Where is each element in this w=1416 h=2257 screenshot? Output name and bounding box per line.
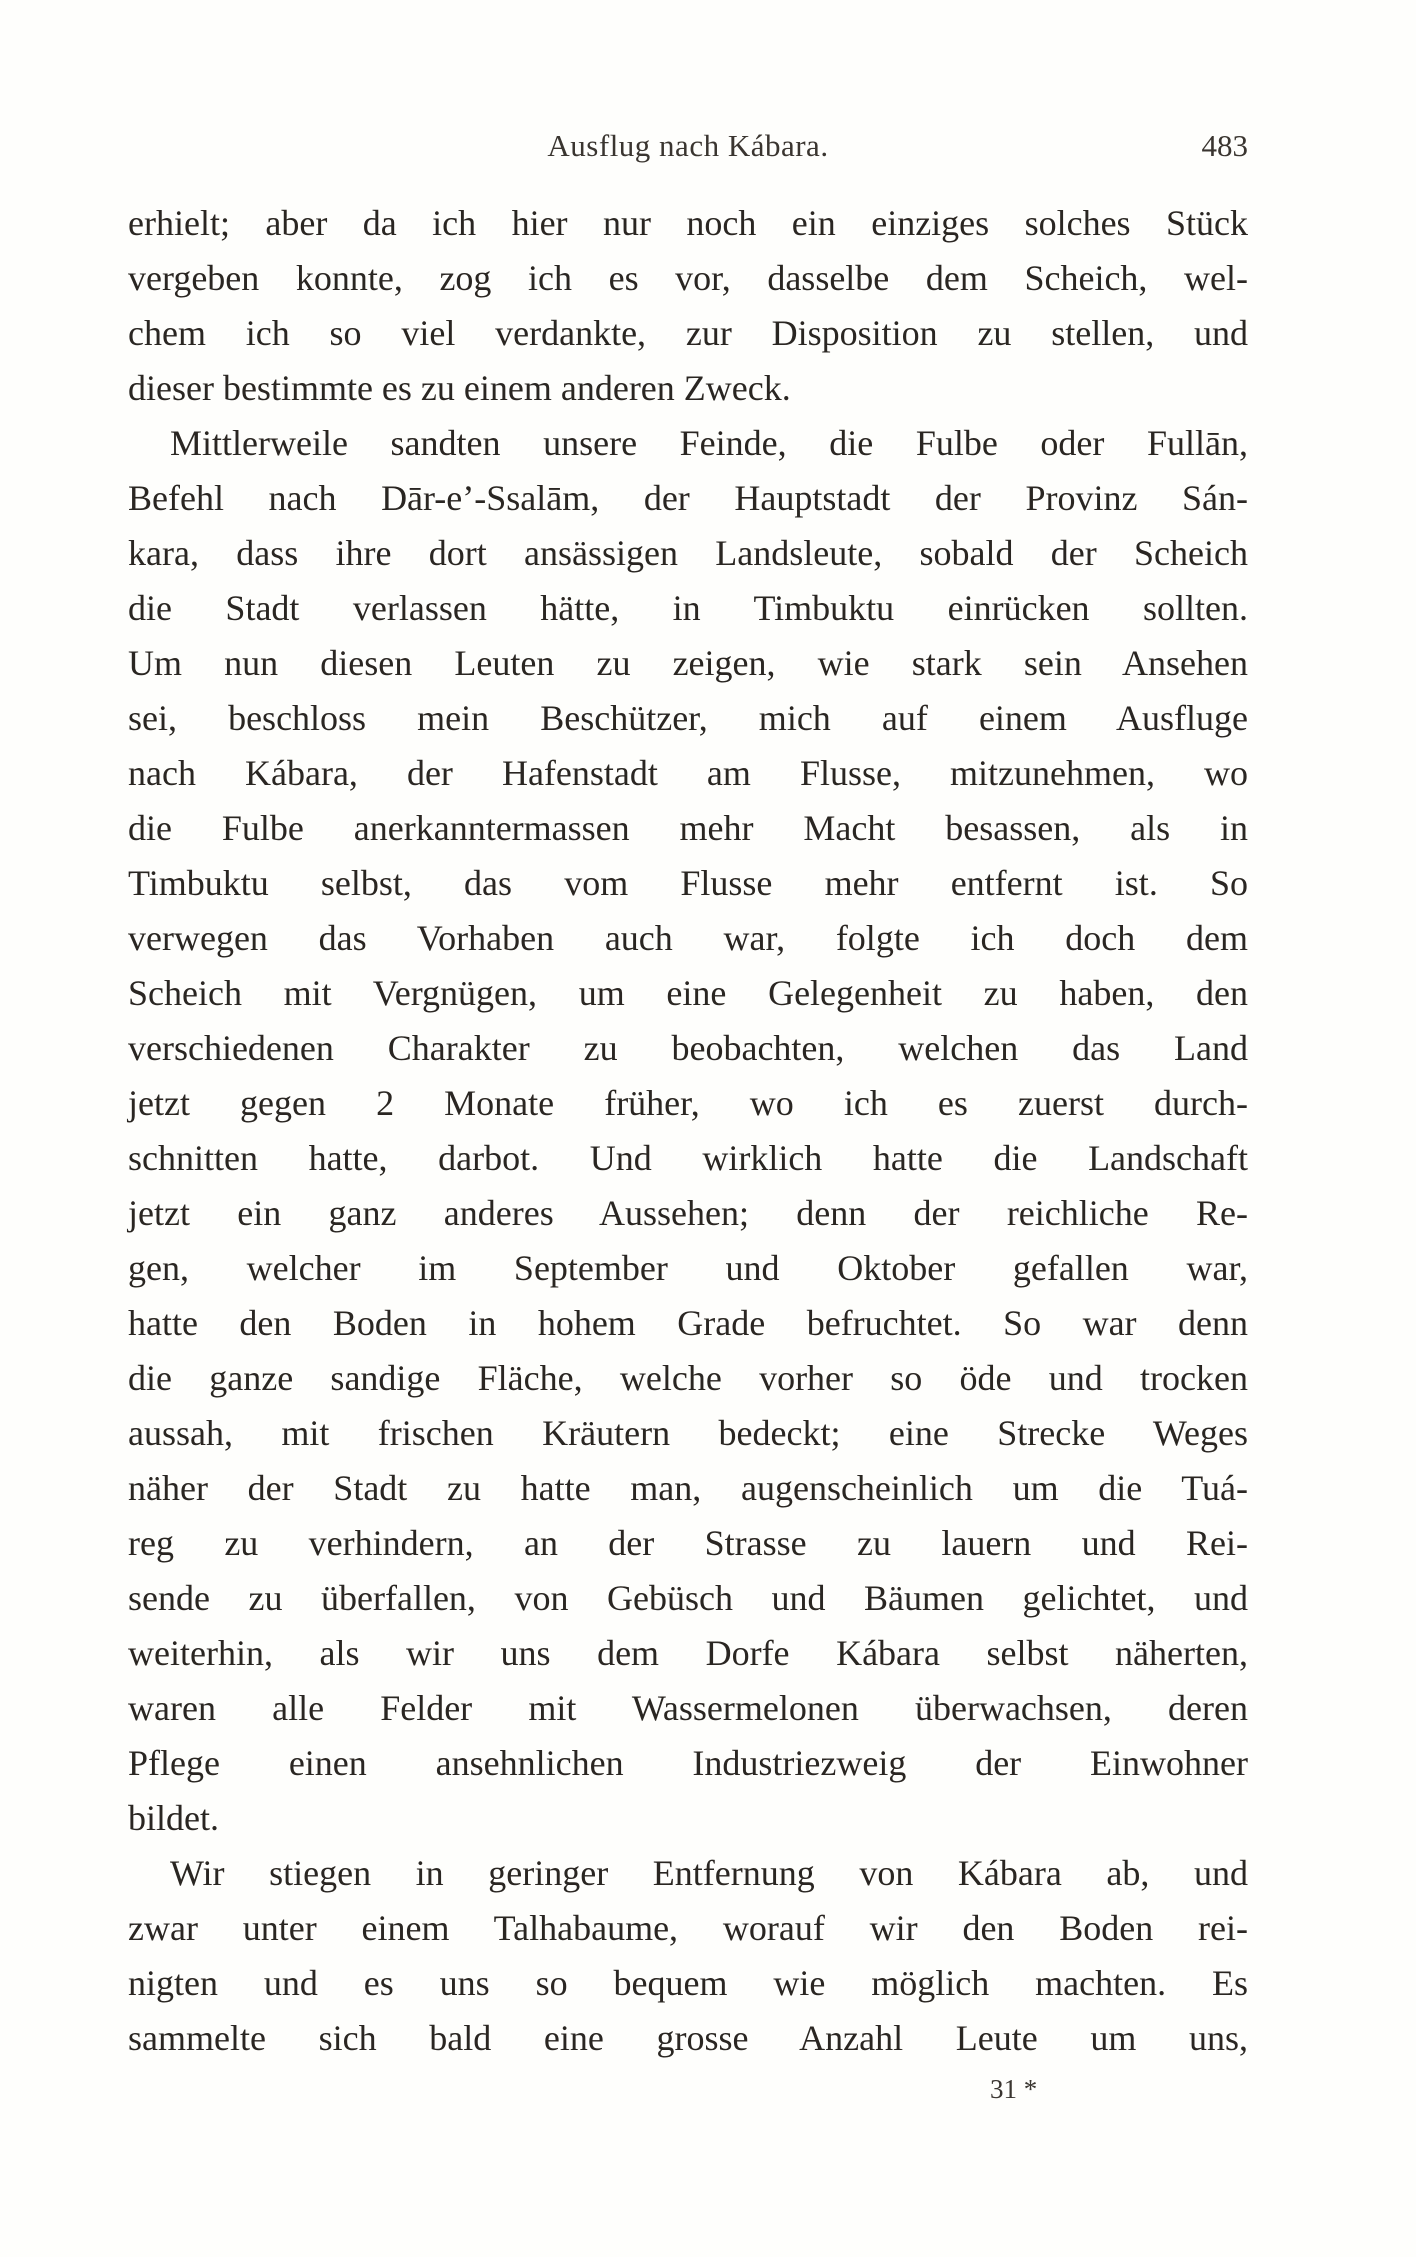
- text-line: die Fulbe anerkanntermassen mehr Macht besassen, als in: [128, 808, 1248, 848]
- running-title: Ausflug nach Kábara.: [547, 128, 829, 163]
- text-line: die Stadt verlassen hätte, in Timbuktu einrücken sollten.: [128, 588, 1248, 628]
- signature-mark: 31 *: [990, 2074, 1038, 2104]
- text-line: weiterhin, als wir uns dem Dorfe Kábara selbst näherten,: [128, 1633, 1248, 1673]
- text-line: bildet.: [128, 1798, 219, 1838]
- text-line: sammelte sich bald eine grosse Anzahl Leute um uns,: [128, 2018, 1248, 2058]
- text-line: gen, welcher im September und Oktober gefallen war,: [128, 1248, 1248, 1288]
- text-line: vergeben konnte, zog ich es vor, dasselbe dem Scheich, wel-: [128, 258, 1248, 298]
- text-line: jetzt ein ganz anderes Aussehen; denn der reichliche Re-: [128, 1193, 1248, 1233]
- text-line: dieser bestimmte es zu einem anderen Zweck.: [128, 368, 791, 408]
- text-line: jetzt gegen 2 Monate früher, wo ich es zuerst durch-: [128, 1083, 1248, 1123]
- text-line: waren alle Felder mit Wassermelonen überwachsen, deren: [128, 1688, 1248, 1728]
- text-line: chem ich so viel verdankte, zur Disposition zu stellen, und: [128, 313, 1248, 353]
- running-head: [128, 128, 1248, 168]
- text-line: reg zu verhindern, an der Strasse zu lauern und Rei-: [128, 1523, 1248, 1563]
- text-line: nach Kábara, der Hafenstadt am Flusse, mitzunehmen, wo: [128, 753, 1248, 793]
- text-line: schnitten hatte, darbot. Und wirklich hatte die Landschaft: [128, 1138, 1248, 1178]
- text-line: näher der Stadt zu hatte man, augenscheinlich um die Tuá-: [128, 1468, 1248, 1508]
- body-text: [128, 196, 1248, 2066]
- text-line: die ganze sandige Fläche, welche vorher so öde und trocken: [128, 1358, 1248, 1398]
- text-line: nigten und es uns so bequem wie möglich machten. Es: [128, 1963, 1248, 2003]
- text-line: Wir stiegen in geringer Entfernung von Kábara ab, und: [170, 1853, 1248, 1893]
- text-line: aussah, mit frischen Kräutern bedeckt; eine Strecke Weges: [128, 1413, 1248, 1453]
- text-line: verwegen das Vorhaben auch war, folgte ich doch dem: [128, 918, 1248, 958]
- text-line: sende zu überfallen, von Gebüsch und Bäumen gelichtet, und: [128, 1578, 1248, 1618]
- text-line: zwar unter einem Talhabaume, worauf wir den Boden rei-: [128, 1908, 1248, 1948]
- text-line: Befehl nach Dār-e’-Ssalām, der Hauptstadt der Provinz Sán-: [128, 478, 1248, 518]
- text-line: kara, dass ihre dort ansässigen Landsleute, sobald der Scheich: [128, 533, 1248, 573]
- page-number: 483: [1201, 128, 1248, 163]
- text-line: Mittlerweile sandten unsere Feinde, die Fulbe oder Fullān,: [170, 423, 1248, 463]
- text-line: Pflege einen ansehnlichen Industriezweig der Einwohner: [128, 1743, 1248, 1783]
- text-line: hatte den Boden in hohem Grade befruchtet. So war denn: [128, 1303, 1248, 1343]
- text-line: Scheich mit Vergnügen, um eine Gelegenheit zu haben, den: [128, 973, 1248, 1013]
- text-line: Timbuktu selbst, das vom Flusse mehr entfernt ist. So: [128, 863, 1248, 903]
- text-line: Um nun diesen Leuten zu zeigen, wie stark sein Ansehen: [128, 643, 1248, 683]
- text-line: verschiedenen Charakter zu beobachten, welchen das Land: [128, 1028, 1248, 1068]
- text-line: erhielt; aber da ich hier nur noch ein einziges solches Stück: [128, 203, 1248, 243]
- text-line: sei, beschloss mein Beschützer, mich auf einem Ausfluge: [128, 698, 1248, 738]
